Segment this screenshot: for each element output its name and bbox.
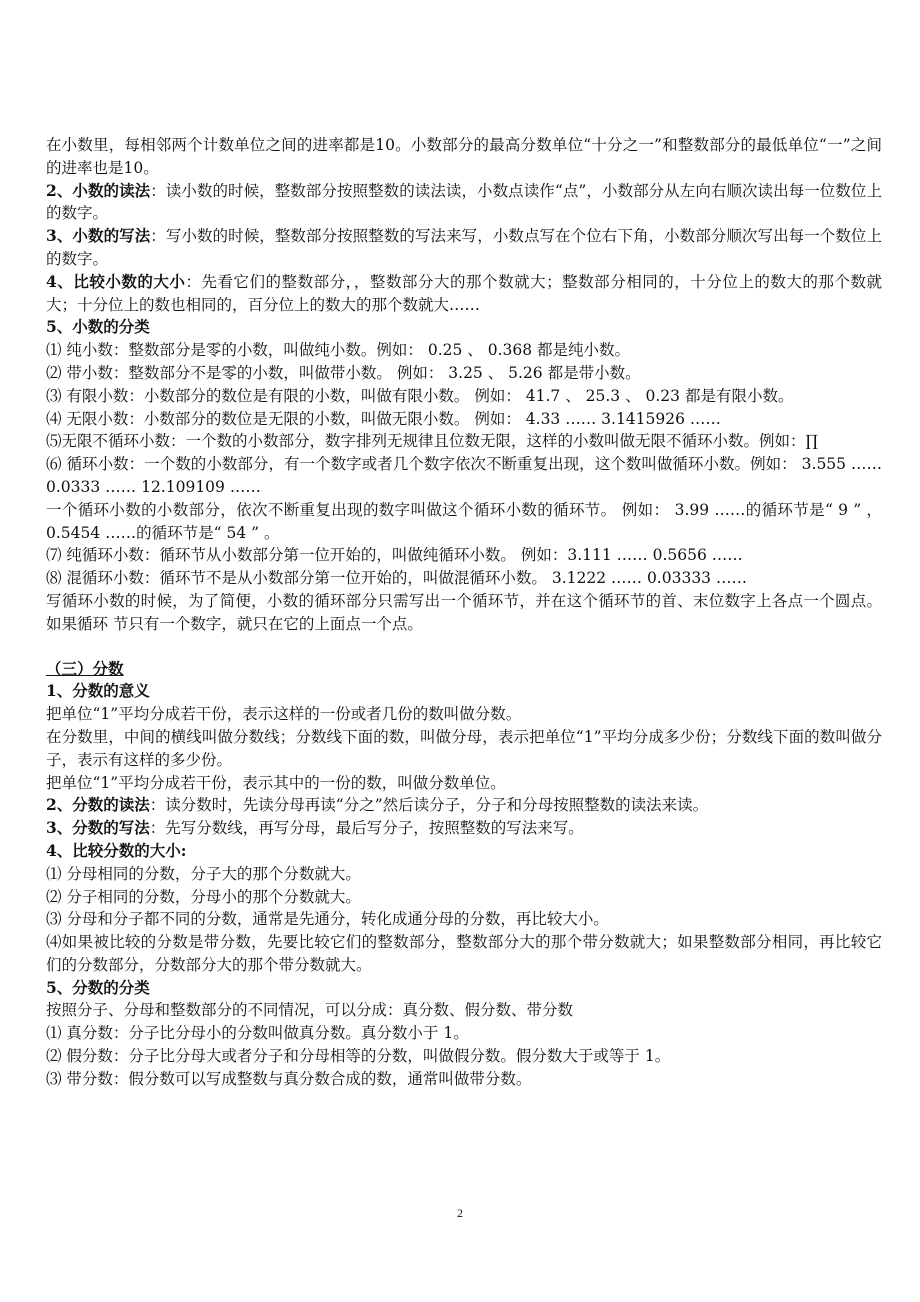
decimal-writing-body: ：写小数的时候，整数部分按照整数的写法来写，小数点写在个位右下角，小数部分顺次写出每一个数位上的数字。: [46, 227, 882, 268]
fraction-writing-title: 3、分数的写法: [46, 818, 150, 838]
page-number: 2: [457, 1206, 463, 1220]
fraction-classify-improper: ⑵ 假分数：分子比分母大或者分子和分母相等的分数，叫做假分数。假分数大于或等于 1。: [46, 1047, 671, 1066]
decimal-item-repeating: ⑹ 循环小数：一个数的小数部分，有一个数字或者几个数字依次不断重复出现，这个数叫做循环小数。例如： 3.555 …… 0.0333 …… 12.109109 ……: [46, 455, 882, 496]
decimal-item-mixed: ⑵ 带小数：整数部分不是零的小数，叫做带小数。 例如： 3.25 、 5.26 都是带小数。: [46, 363, 641, 382]
fraction-reading: [46, 794, 882, 817]
decimal-item-non-repeating: ⑸无限不循环小数：一个数的小数部分，数字排列无规律且位数无限，这样的小数叫做无限不循环小数。例如：∏: [46, 432, 818, 451]
decimal-compare: [46, 271, 882, 317]
decimal-reading: [46, 180, 882, 226]
fraction-classify-mixed: ⑶ 带分数：假分数可以写成整数与真分数合成的数，通常叫做带分数。: [46, 1069, 532, 1088]
decimal-item-finite: ⑶ 有限小数：小数部分的数位是有限的小数，叫做有限小数。 例如： 41.7 、 25.3 、 0.23 都是有限小数。: [46, 386, 794, 405]
decimal-intro: 在小数里，每相邻两个计数单位之间的进率都是10。小数部分的最高分数单位“十分之一”和整数部分的最低单位“一”之间的进率也是10。: [46, 136, 882, 177]
fraction-meaning-3: 把单位“1”平均分成若干份，表示其中的一份的数，叫做分数单位。: [46, 773, 506, 792]
fraction-classify-title: 5、分数的分类: [46, 977, 150, 997]
fraction-writing: [46, 817, 882, 840]
fraction-classify-proper: ⑴ 真分数：分子比分母小的分数叫做真分数。真分数小于 1。: [46, 1024, 469, 1043]
decimal-writing-title: 3、小数的写法: [46, 226, 151, 246]
fraction-meaning-title: 1、分数的意义: [46, 681, 150, 701]
fraction-compare-item-4: ⑷如果被比较的分数是带分数，先要比较它们的整数部分，整数部分大的那个带分数就大；如果整数部分相同，再比较它们的分数部分，分数部分大的那个带分数就大。: [46, 933, 882, 974]
fraction-compare-title: 4、比较分数的大小:: [46, 840, 187, 860]
fraction-classify-intro: 按照分子、分母和整数部分的不同情况，可以分成：真分数、假分数、带分数: [46, 1001, 574, 1020]
decimal-reading-title: 2、小数的读法: [46, 180, 151, 200]
decimal-cycle-note: 写循环小数的时候，为了简便，小数的循环部分只需写出一个循环节，并在这个循环节的首、末位数字上各点一个圆点。如果循环 节只有一个数字，就只在它的上面点一个点。: [46, 591, 882, 633]
fraction-reading-title: 2、分数的读法: [46, 795, 150, 815]
fraction-meaning-1: 把单位“1”平均分成若干份，表示这样的一份或者几份的数叫做分数。: [46, 705, 522, 724]
decimal-classify-title: 5、小数的分类: [46, 317, 150, 337]
fraction-compare-item-3: ⑶ 分母和分子都不同的分数，通常是先通分，转化成通分母的分数，再比较大小。: [46, 910, 609, 929]
decimal-reading-body: ：读小数的时候，整数部分按照整数的读法读，小数点读作“点”，小数部分从左向右顺次读出每一位数位上的数字。: [46, 181, 882, 223]
decimal-cycle-section: 一个循环小数的小数部分，依次不断重复出现的数字叫做这个循环小数的循环节。 例如： 3.99 ……的循环节是“ 9 ” ， 0.5454 ……的循环节是“ 54 ” 。: [46, 500, 882, 542]
decimal-item-infinite: ⑷ 无限小数：小数部分的数位是无限的小数，叫做无限小数。 例如： 4.33 …… 3.1415926 ……: [46, 409, 721, 428]
decimal-item-pure: ⑴ 纯小数：整数部分是零的小数，叫做纯小数。例如： 0.25 、 0.368 都是纯小数。: [46, 341, 631, 360]
document-page: [46, 134, 882, 1091]
fraction-section-heading: （三）分数: [46, 658, 124, 678]
fraction-compare-item-1: ⑴ 分母相同的分数，分子大的那个分数就大。: [46, 864, 361, 883]
decimal-compare-body: ：先看它们的整数部分，，整数部分大的那个数就大；整数部分相同的，十分位上的数大的那个数就大；十分位上的数也相同的，百分位上的数大的那个数就大……: [46, 272, 882, 314]
fraction-writing-body: ：先写分数线，再写分母，最后写分子，按照整数的写法来写。: [149, 819, 584, 838]
fraction-meaning-2: 在分数里，中间的横线叫做分数线；分数线下面的数，叫做分母，表示把单位“1”平均分成多少份；分数线下面的数叫做分子，表示有这样的多少份。: [46, 727, 882, 769]
decimal-pure-cycle: ⑺ 纯循环小数：循环节从小数部分第一位开始的，叫做纯循环小数。 例如：3.111 …… 0.5656 ……: [46, 546, 743, 565]
decimal-mixed-cycle: ⑻ 混循环小数：循环节不是从小数部分第一位开始的，叫做混循环小数。 3.1222 …… 0.03333 ……: [46, 569, 747, 588]
fraction-compare-item-2: ⑵ 分子相同的分数，分母小的那个分数就大。: [46, 887, 361, 906]
section-spacer: [46, 636, 882, 658]
decimal-compare-title: 4、比较小数的大小: [46, 271, 186, 291]
decimal-writing: [46, 225, 882, 271]
fraction-reading-body: ：读分数时，先读分母再读“分之”然后读分子，分子和分母按照整数的读法来读。: [149, 796, 709, 815]
